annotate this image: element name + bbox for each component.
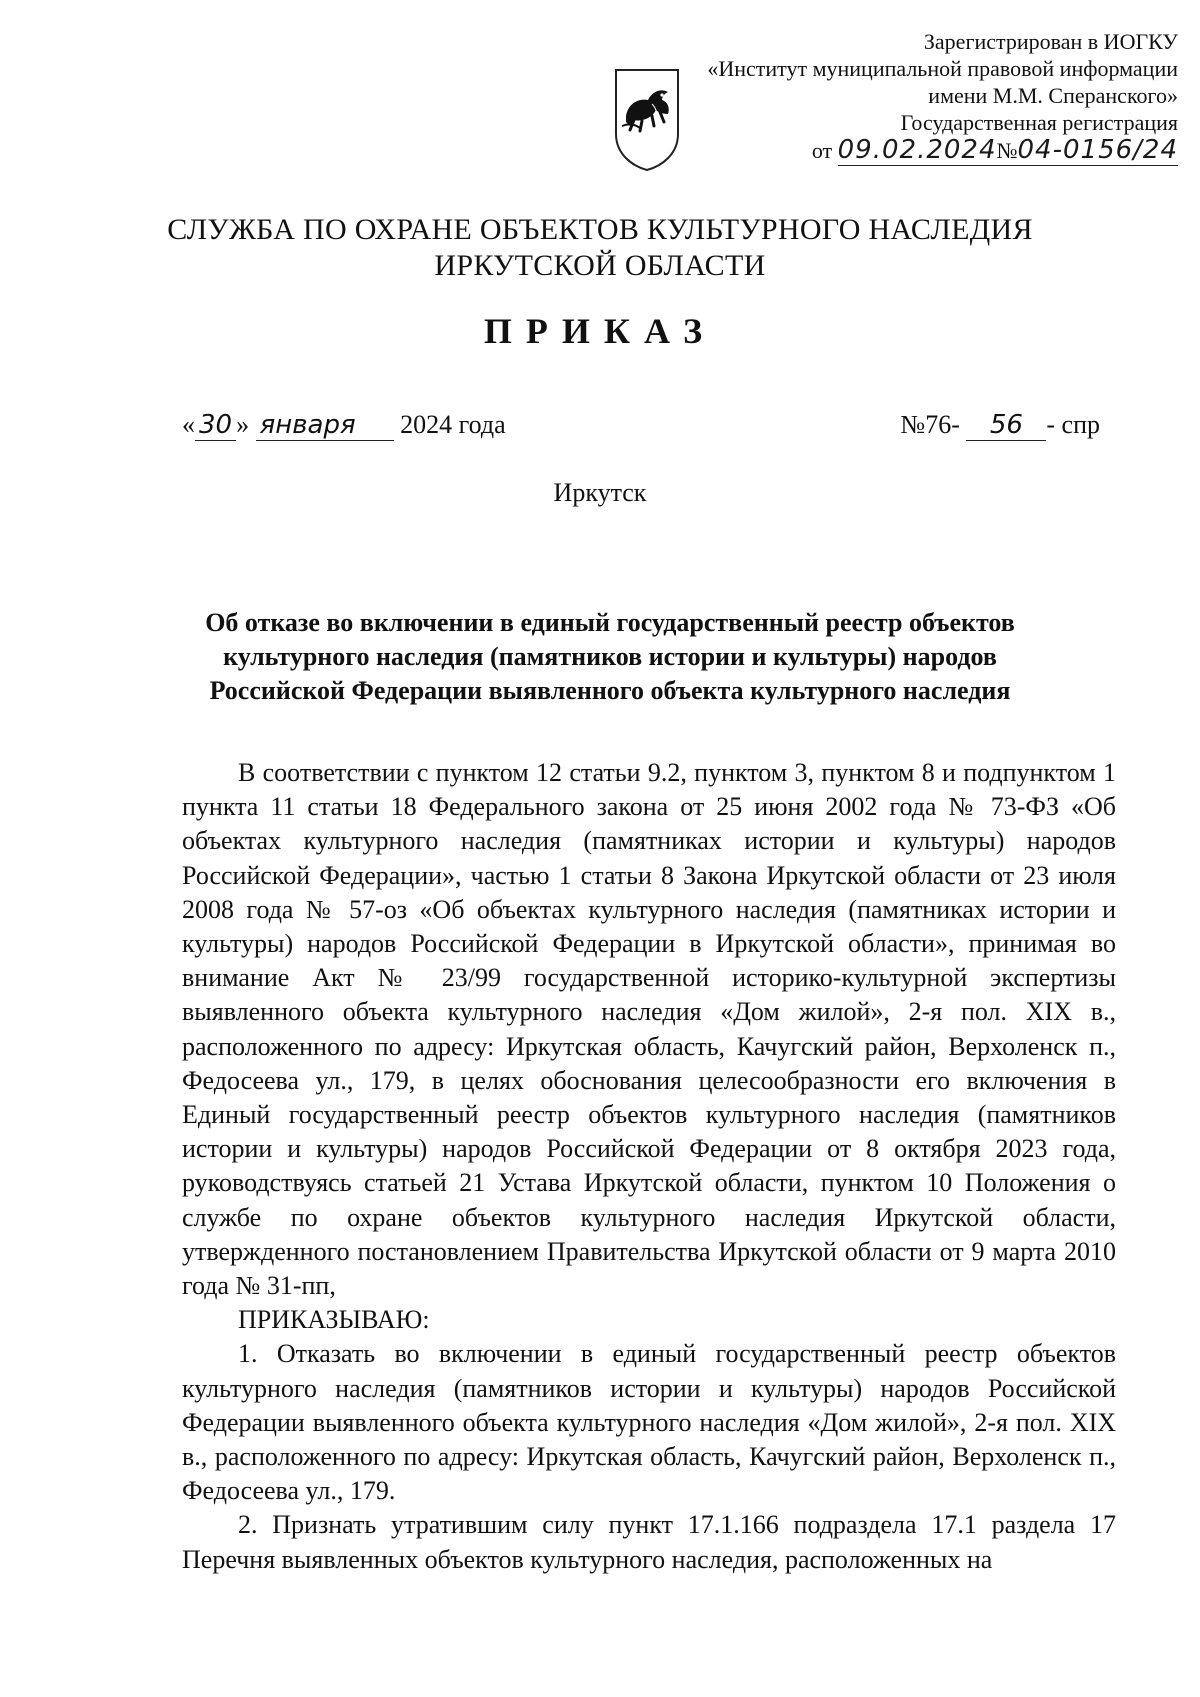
registration-from: от [811, 138, 833, 163]
preamble-paragraph: В соответствии с пунктом 12 статьи 9.2, пунктом 3, пунктом 8 и подпунктом 1 пункта 11 статьи 18 Федерального закона от 25 июня 2002 года № 73-ФЗ «Об объектах культурного наследия (памятниках истории и культуры) народов Российской Федерации», частью 1 статьи 8 Закона Иркутской области от 23 июля 2008 года № 57-оз «Об объектах культурного наследия (памятниках истории и культуры) народов Российской Федерации в Иркутской области», принимая во внимание Акт № 23/99 государственной историко-культурной экспертизы выявленного объекта культурного наследия «Дом жилой», 2-я пол. XIX в., расположенного по адресу: Иркутская область, Качугский район, Верхоленск п., Федосеева ул., 179, в целях обоснования целесообразности его включения в Единый государственный реестр объектов культурного наследия (памятников истории и культуры) народов Российской Федерации от 8 октября 2023 года, руководствуясь статьей 21 Устава Иркутской области, пунктом 10 Положения о службе по охране объектов культурного наследия Иркутской области, утвержденного постановлением Правительства Иркутской области от 9 марта 2010 года № 31-пп, [182, 758, 1116, 1301]
registration-line-2: «Институт муниципальной правовой информации [707, 56, 1178, 81]
number-prefix: №76- [900, 410, 960, 439]
title-line-2: культурного наследия (памятников истории и культуры) народов [223, 642, 997, 671]
order-word: ПРИКАЗЫВАЮ: [238, 1305, 430, 1335]
order-item-1: 1. Отказать во включении в единый государственный реестр объектов культурного наследия (памятников истории и культуры) народов Российской Федерации выявленного объекта культурного наследия «Дом жилой», 2-я пол. XIX в., расположенного по адресу: Иркутская область, Качугский район, Верхоленск п., Федосеева ул., 179. [182, 1339, 1116, 1506]
date-day: 30 [195, 410, 236, 441]
document-title [180, 606, 1040, 708]
registration-line-4: Государственная регистрация [900, 110, 1178, 135]
registration-date-underline [838, 136, 997, 166]
registration-date-number [618, 136, 1178, 166]
title-line-3: Российской Федерации выявленного объекта культурного наследия [209, 676, 1011, 705]
city-name: Иркутск [553, 478, 647, 507]
registration-stamp [618, 28, 1178, 166]
organization-name-line-2: ИРКУТСКОЙ ОБЛАСТИ [434, 249, 766, 282]
date-quote-open: « [182, 410, 195, 439]
document-number [900, 410, 1100, 441]
registration-line-3: имени М.М. Сперанского» [928, 83, 1178, 108]
registration-number-sign: № [996, 138, 1018, 163]
title-line-1: Об отказе во включении в единый государственный реестр объектов [205, 608, 1015, 637]
organization-name-line-1: СЛУЖБА ПО ОХРАНЕ ОБЪЕКТОВ КУЛЬТУРНОГО НАСЛЕДИЯ [167, 213, 1033, 246]
document-type: ПРИКАЗ [483, 311, 717, 351]
number-value: 56 [966, 410, 1046, 441]
registration-number: 04-0156/24 [1017, 135, 1178, 165]
date-quote-close: » [236, 410, 250, 439]
order-item-2: 2. Признать утратившим силу пункт 17.1.166 подраздела 17.1 раздела 17 Перечня выявленных объектов культурного наследия, расположенных на [182, 1510, 1116, 1574]
document-date [182, 410, 506, 441]
registration-line-1: Зарегистрирован в ИОГКУ [923, 29, 1178, 54]
date-year: 2024 года [400, 410, 506, 439]
number-suffix: - спр [1046, 410, 1100, 439]
document-body [182, 756, 1116, 1577]
date-month: января [256, 410, 394, 441]
registration-number-underline [997, 136, 1178, 166]
registration-date: 09.02.2024 [837, 135, 997, 165]
organization-name [0, 212, 1200, 284]
